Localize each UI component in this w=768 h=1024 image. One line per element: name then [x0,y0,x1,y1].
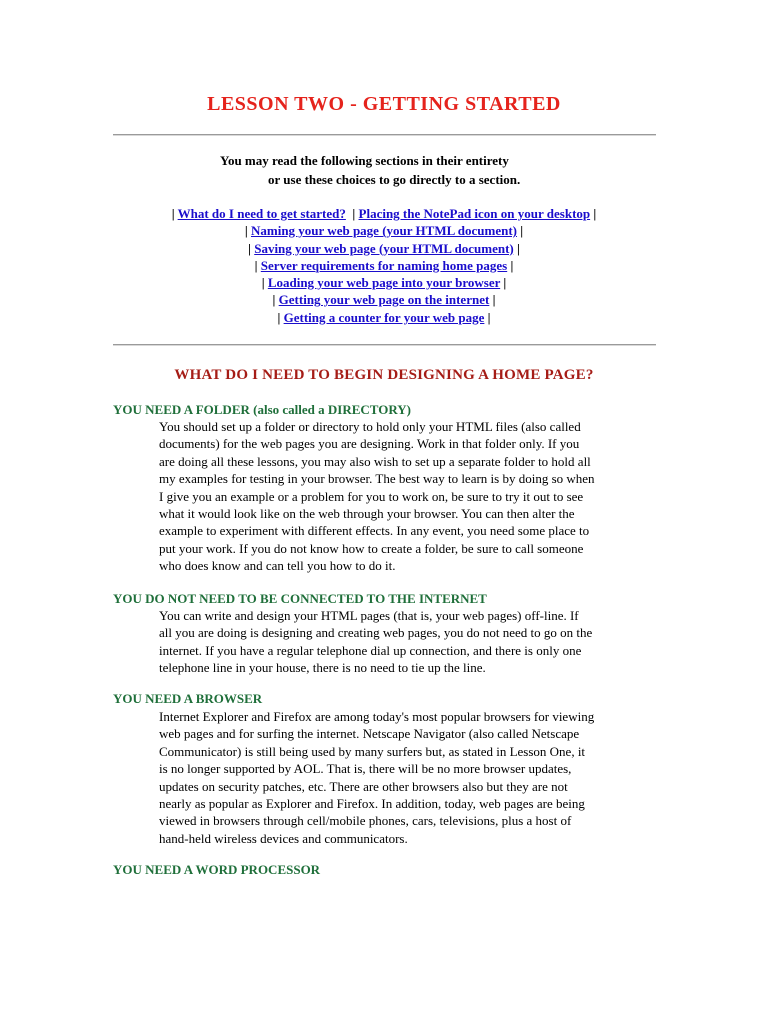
toc-link-internet[interactable]: Getting your web page on the internet [278,292,490,308]
toc-line [0,291,768,308]
toc-separator: | [510,257,514,273]
toc-link-loading[interactable]: Loading your web page into your browser [267,275,501,291]
toc-separator: | [272,292,276,308]
toc-separator: | [244,223,248,239]
paragraph-line: are doing all these lessons, you may also wish to set up a separate folder to hold all [159,453,591,469]
paragraph-line: telephone line in your house, there is no need to tie up the line. [159,660,486,676]
horizontal-rule-middle [113,344,656,346]
paragraph-line: example to experiment with different effects. In any event, you need some place to [159,523,590,539]
paragraph-line: hand-held wireless devices and communicators. [159,830,408,846]
subheading-browser: YOU NEED A BROWSER [113,691,263,706]
toc-line [0,274,768,291]
toc-link-saving[interactable]: Saving your web page (your HTML document) [254,240,514,256]
paragraph-line: Communicator) is still being used by many surfers but, as stated in Lesson One, it [159,743,586,759]
toc-line [0,257,768,274]
paragraph-line: viewed in browsers through cell/mobile phones, cars, televisions, plus a host of [159,813,572,829]
toc-separator: | [492,292,496,308]
paragraph-line: I give you an example or a problem for you to work on, be sure to try it out to see [159,488,584,504]
subheading-internet: YOU DO NOT NEED TO BE CONNECTED TO THE INTERNET [113,591,487,606]
toc-line [0,222,768,239]
paragraph-folder [159,418,664,575]
paragraph-line: You should set up a folder or directory to hold only your HTML files (also called [159,419,581,434]
paragraph-line: web pages and for surfing the internet. Netscape Navigator (also called Netscape [159,726,580,742]
toc-separator: | [171,206,175,221]
table-of-contents [0,205,768,326]
horizontal-rule-top [113,134,656,136]
intro-line-2: or use these choices to go directly to a section. [268,172,521,187]
intro-line-1: You may read the following sections in their entirety [220,153,509,168]
paragraph-line: who does know and can tell you how to do it. [159,558,396,574]
toc-separator: | [248,240,251,256]
toc-line [0,205,768,222]
page-title: LESSON TWO - GETTING STARTED [207,93,561,115]
paragraph-line: what it would look like on the web through your browser. You can then alter the [159,506,575,522]
toc-separator: | [503,275,507,291]
paragraph-line: all you are doing is designing and creating web pages, you do not need to go on the [159,625,593,641]
toc-separator: | [254,257,258,273]
paragraph-line: nearly as popular as Explorer and Firefox. In addition, today, web pages are being [159,796,585,812]
paragraph-line: internet. If you have a regular telephone dial up connection, and there is only one [159,642,582,658]
paragraph-line: You can write and design your HTML pages (that is, your web pages) off-line. If [159,608,579,623]
paragraph-line: my examples for testing in your browser. The best way to learn is by doing so when [159,471,595,487]
toc-separator: | [261,275,265,291]
toc-link-notepad-icon[interactable]: Placing the NotePad icon on your desktop [358,206,591,221]
toc-separator: | [352,206,356,221]
toc-separator: | [520,223,524,239]
section-heading: WHAT DO I NEED TO BEGIN DESIGNING A HOME PAGE? [174,367,594,383]
paragraph-line: updates on security patches, etc. There are other browsers also but they are not [159,778,568,794]
paragraph-line: is no longer supported by AOL. That is, there will be no more browser updates, [159,761,572,777]
toc-separator: | [517,240,520,256]
paragraph-line: put your work. If you do not know how to create a folder, be sure to call someone [159,540,584,556]
subheading-word-processor: YOU NEED A WORD PROCESSOR [113,862,321,877]
subheading-folder: YOU NEED A FOLDER (also called a DIRECTORY) [113,402,411,417]
paragraph-internet [159,607,664,677]
toc-link-naming[interactable]: Naming your web page (your HTML document) [250,223,518,239]
toc-line [0,240,768,257]
toc-separator: | [593,206,597,221]
toc-separator: | [277,309,281,325]
toc-separator: | [487,309,491,325]
paragraph-line: documents) for the web pages you are designing. Work in that folder only. If you [159,436,580,452]
toc-link-server-requirements[interactable]: Server requirements for naming home pages [260,257,508,273]
toc-line [0,309,768,326]
paragraph-line: Internet Explorer and Firefox are among today's most popular browsers for viewing [159,709,595,724]
toc-link-get-started[interactable]: What do I need to get started? [177,206,346,221]
toc-link-counter[interactable]: Getting a counter for your web page [283,309,485,325]
paragraph-browser [159,708,664,847]
